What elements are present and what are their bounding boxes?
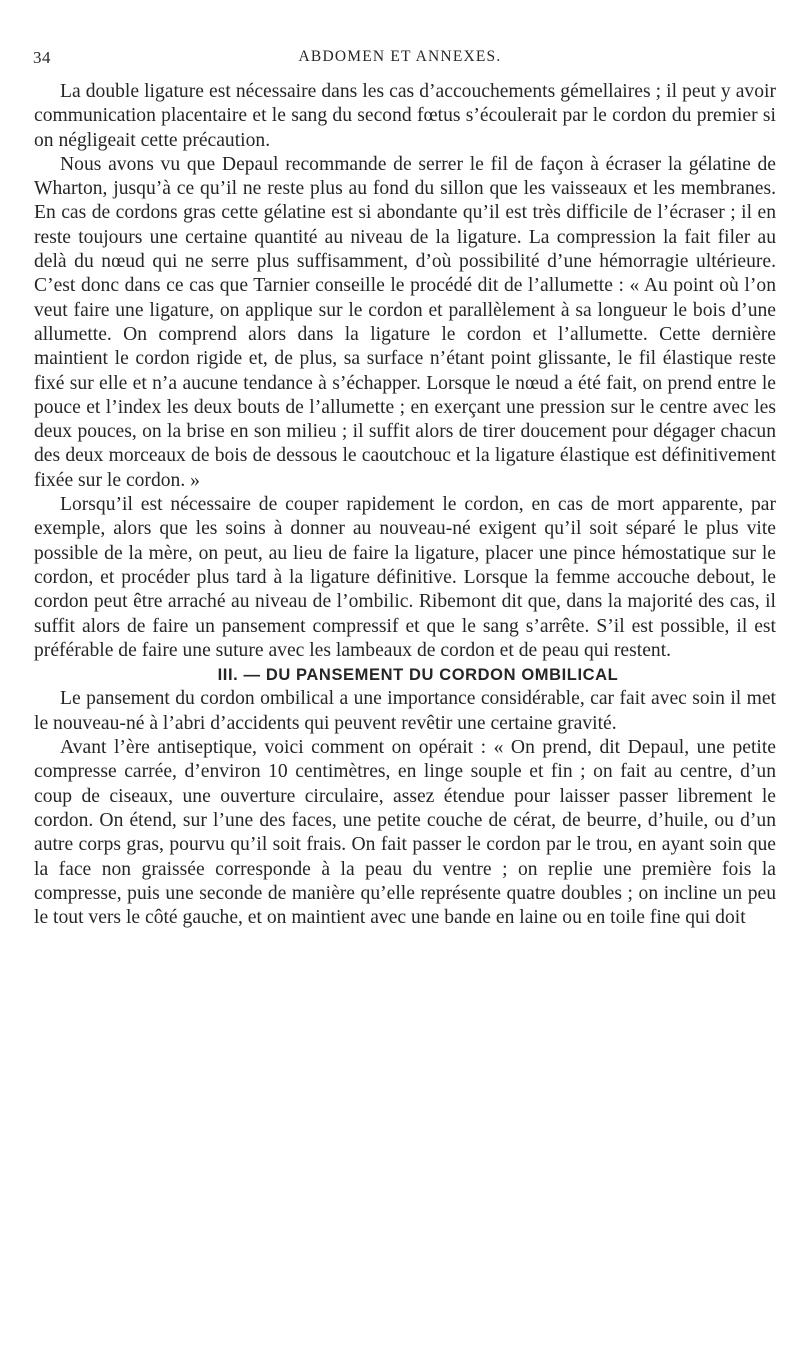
paragraph: Nous avons vu que Depaul recommande de serrer le fil de façon à écraser la gélatine de Wharton, jusqu’à ce qu’il ne reste plus au fond du sillon que les vaisseaux et les membranes. En cas de cordons gras cette gélatine est si abondante qu’il est très difficile de l’écraser ; il en reste toujours une certaine quantité au niveau de la ligature. La compression la fait filer au delà du nœud qui ne serre plus suffisamment, d’où possibilité d’une hémorragie ultérieure. C’est donc dans ce cas que Tarnier conseille le procédé dit de l’allumette : « Au point où l’on veut faire une ligature, on applique sur le cordon et parallèlement à sa longueur le bois d’une allumette. On comprend alors dans la ligature le cordon et l’allumette. Cette dernière maintient le cordon rigide et, de plus, sa surface n’étant point glissante, le fil élastique reste fixé sur elle et n’a aucune tendance à s’échapper. Lorsque le nœud a été fait, on prend entre le pouce et l’index les deux bouts de l’allumette ; en exerçant une pression sur le centre avec les deux pouces, on la brise en son milieu ; il suffit alors de tirer doucement pour dégager chacun des deux morceaux de bois de dessous le caoutchouc et la ligature élastique est définitivement fixée sur le cordon. » <box>34 153 776 491</box>
paragraph: Avant l’ère antiseptique, voici comment on opérait : « On prend, dit Depaul, une petite compresse carrée, d’environ 10 centimètres, en linge souple et fin ; on fait au centre, d’un coup de ciseaux, une ouverture circulaire, assez étendue pour laisser passer librement le cordon. On étend, sur l’une des faces, une petite couche de cérat, de beurre, d’huile, ou d’un autre corps gras, pourvu qu’il soit frais. On fait passer le cordon par le trou, en ayant soin que la face non graissée corresponde à la peau du ventre ; on replie une première fois la compresse, puis une seconde de manière qu’elle représente quatre doubles ; on incline un peu le tout vers le côté gauche, et on maintient avec une bande en laine ou en toile fine qui doit <box>34 737 776 929</box>
body-text <box>34 80 776 930</box>
page-number: 34 <box>33 48 51 67</box>
section-heading: III. — DU PANSEMENT DU CORDON OMBILICAL <box>217 666 619 685</box>
paragraph: La double ligature est nécessaire dans les cas d’accouchements gémellaires ; il peut y avoir communication placentaire et le sang du second fœtus s’écoulerait par le cordon du premier si on négligeait cette précaution. <box>34 81 776 151</box>
running-head: ABDOMEN ET ANNEXES. <box>298 48 502 65</box>
paragraph: Le pansement du cordon ombilical a une importance considérable, car fait avec soin il met le nouveau-né à l’abri d’accidents qui peuvent revêtir une certaine gravité. <box>34 688 776 734</box>
paragraph: Lorsqu’il est nécessaire de couper rapidement le cordon, en cas de mort apparente, par exemple, alors que les soins à donner au nouveau-né exigent qu’il soit séparé le plus vite possible de la mère, on peut, au lieu de faire la ligature, placer une pince hémostatique sur le cordon, et procéder plus tard à la ligature définitive. Lorsque la femme accouche debout, le cordon peut être arraché au niveau de l’ombilic. Ribemont dit que, dans la majorité des cas, il suffit alors de faire un pansement compressif et que le sang s’arrête. S’il est possible, il est préférable de faire une suture avec les lambeaux de cordon et de peau qui restent. <box>34 494 776 661</box>
